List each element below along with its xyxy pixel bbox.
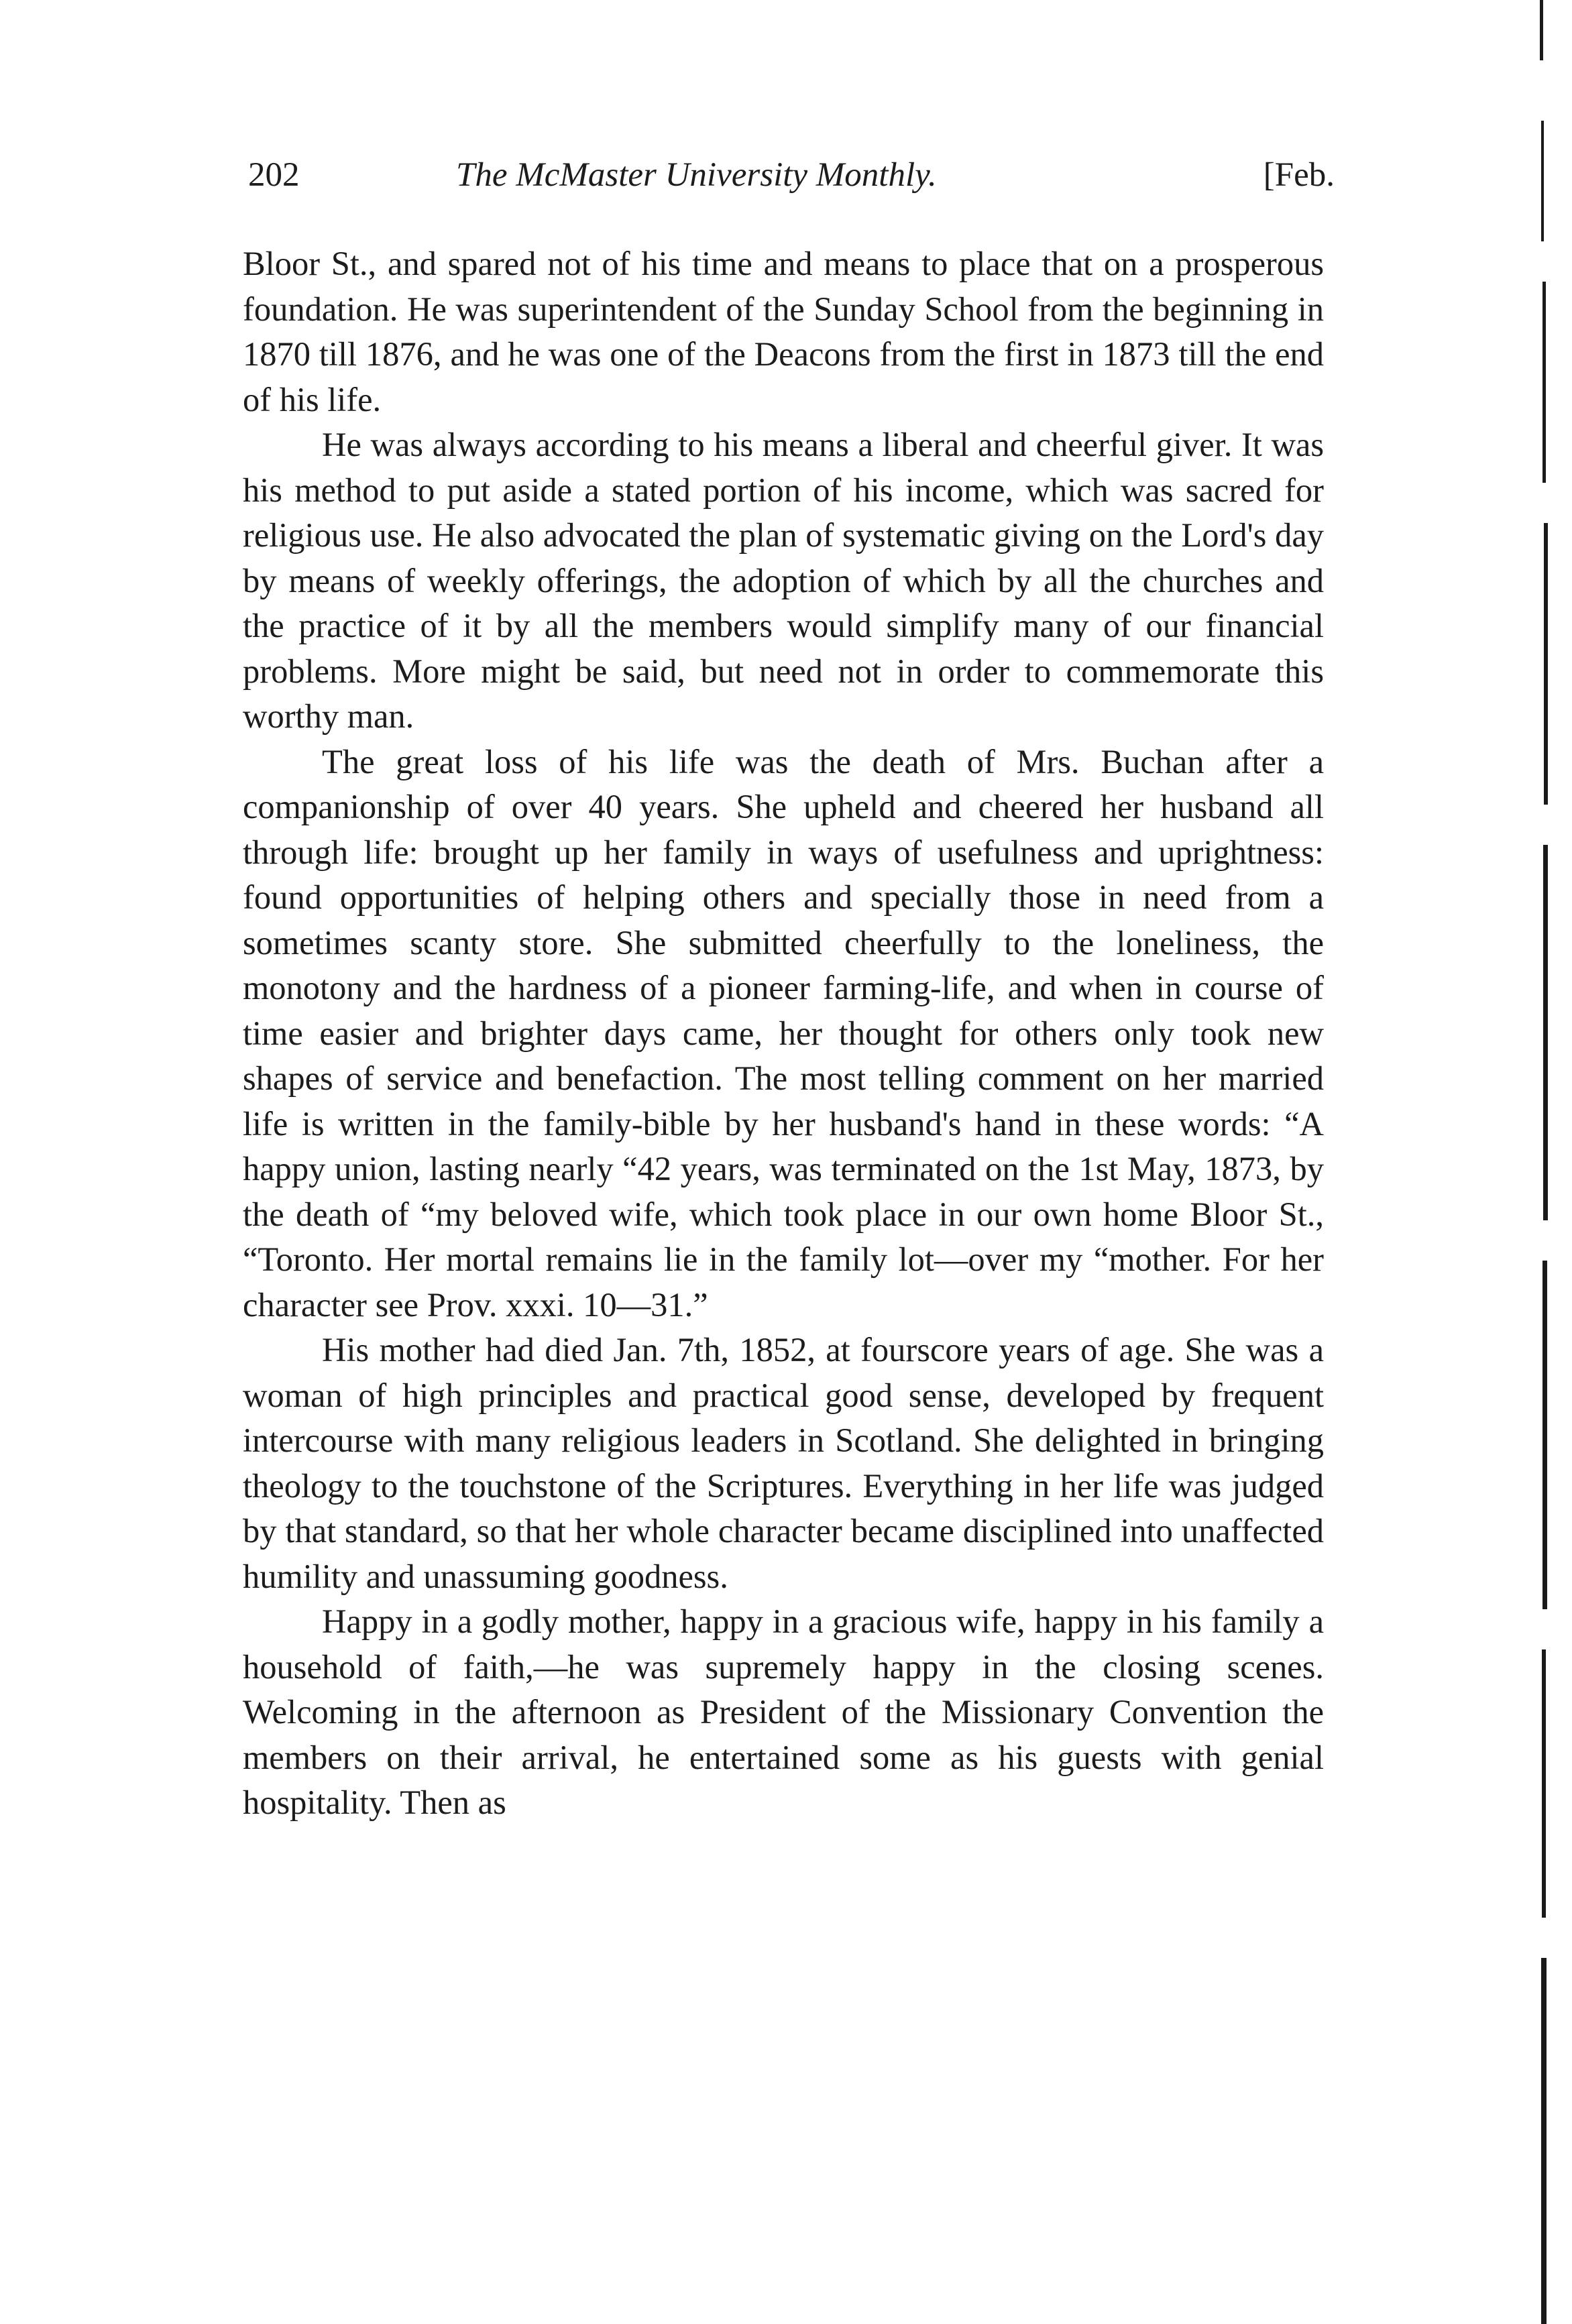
paragraph: He was always according to his means a liberal and cheerful giver. It was his method to put aside a stated portion of his income, which was sacred for religious use. He also advocated the plan of systematic giving on the Lord's day by means of weekly offerings, the adoption of which by all the churches and the practice of it by all the members would simplify many of our financial problems. More might be said, but need not in order to commemorate this worthy man. — [243, 426, 1324, 735]
running-header — [248, 156, 1335, 216]
paragraph: Happy in a godly mother, happy in a gracious wife, happy in his family a household of faith,—he was supremely happy in the closing scenes. Welcoming in the afternoon as President of the Missionary Convention the members on their arrival, he entertained some as his guests with genial hospitality. Then as — [243, 1603, 1324, 1821]
issue-month: [Feb. — [1263, 156, 1335, 194]
paragraph-continued: Bloor St., and spared not of his time and means to place that on a prosperous foundation. He was superintendent of the Sunday School from the beginning in 1870 till 1876, and he was one of the Deacons from the first in 1873 till the end of his life. — [243, 245, 1324, 418]
article-body — [243, 241, 1324, 1971]
journal-title: The McMaster University Monthly. — [456, 156, 937, 194]
paragraph: His mother had died Jan. 7th, 1852, at fourscore years of age. She was a woman of high principles and practical good sense, developed by frequent intercourse with many religious leaders in Scotland. She delighted in bringing theology to the touchstone of the Scriptures. Everything in her life was judged by that standard, so that her whole character became disciplined into unaffected humility and unassuming goodness. — [243, 1331, 1324, 1595]
page-number: 202 — [248, 156, 300, 194]
binding-edge-shadow — [1525, 0, 1572, 2324]
paragraph: The great loss of his life was the death of Mrs. Buchan after a companionship of over 40 years. She upheld and cheered her husband all through life: brought up her family in ways of usefulness and uprightness: found opportunities of helping others and specially those in need from a sometimes scanty store. She submitted cheerfully to the loneliness, the monotony and the hardness of a pioneer farming-life, and when in course of time easier and brighter days came, her thought for others only took new shapes of service and benefaction. The most telling comment on her married life is written in the family-bible by her husband's hand in these words: “A happy union, lasting nearly “42 years, was terminated on the 1st May, 1873, by the death of “my beloved wife, which took place in our own home Bloor St., “Toronto. Her mortal remains lie in the family lot—over my “mother. For her character see Prov. xxxi. 10—31.” — [243, 742, 1324, 1324]
